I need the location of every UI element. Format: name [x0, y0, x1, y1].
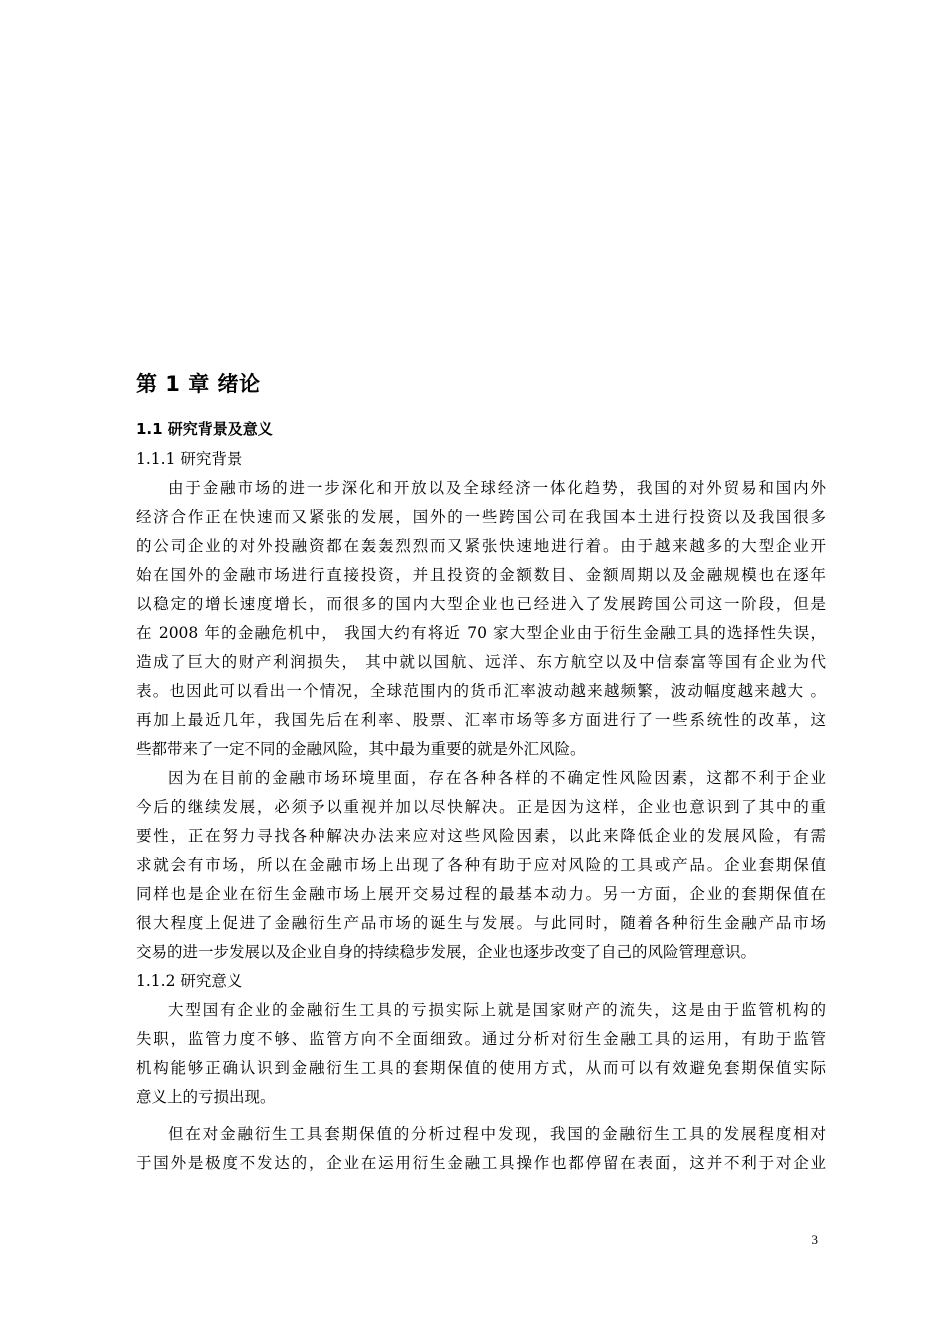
paragraph-line: 大型国有企业的金融衍生工具的亏损实际上就是国家财产的流失，这是由于监管机构的 [168, 1001, 826, 1019]
page-number: 3 [811, 1232, 818, 1247]
paragraph-line: 始在国外的金融市场进行直接投资，并且投资的金额数目、金额周期以及金融规模也在逐年 [136, 566, 826, 584]
paragraph-line: 表。也因此可以看出一个情况，全球范围内的货币汇率波动越来越频繁，波动幅度越来越大 。 [136, 682, 826, 700]
paragraph-line: 再加上最近几年，我国先后在利率、股票、汇率市场等多方面进行了一些系统性的改革，这 [136, 711, 826, 729]
paragraph-line: 些都带来了一定不同的金融风险，其中最为重要的就是外汇风险。 [136, 740, 586, 758]
paragraph-line: 在 2008 年的金融危机中， 我国大约有将近 70 家大型企业由于衍生金融工具的选择性失误， [136, 624, 826, 642]
paragraph-line: 因为在目前的金融市场环境里面，存在各种各样的不确定性风险因素，这都不利于企业 [168, 769, 826, 787]
paragraph-line: 于国外是极度不发达的，企业在运用衍生金融工具操作也都停留在表面，这并不利于对企业 [136, 1154, 826, 1172]
paragraph-line: 今后的继续发展，必须予以重视并加以尽快解决。正是因为这样，企业也意识到了其中的重 [136, 798, 826, 816]
subsection-title: 1.1.1 研究背景 [136, 450, 243, 468]
paragraph-line: 意义上的亏损出现。 [136, 1088, 276, 1106]
section-title: 1.1 研究背景及意义 [136, 420, 273, 438]
paragraph-line: 经济合作正在快速而又紧张的发展，国外的一些跨国公司在我国本土进行投资以及我国很多 [136, 508, 826, 526]
paragraph-line: 由于金融市场的进一步深化和开放以及全球经济一体化趋势，我国的对外贸易和国内外 [168, 479, 826, 497]
paragraph-line: 的公司企业的对外投融资都在轰轰烈烈而又紧张快速地进行着。由于越来越多的大型企业开 [136, 537, 826, 555]
paragraph-line: 但在对金融衍生工具套期保值的分析过程中发现，我国的金融衍生工具的发展程度相对 [168, 1125, 826, 1143]
subsection-title: 1.1.2 研究意义 [136, 972, 243, 990]
paragraph-line: 造成了巨大的财产利润损失， 其中就以国航、远洋、东方航空以及中信泰富等国有企业为代 [136, 653, 826, 671]
chapter-title: 第 1 章 绪论 [136, 372, 261, 396]
paragraph-line: 同样也是企业在衍生金融市场上展开交易过程的最基本动力。另一方面，企业的套期保值在 [136, 885, 826, 903]
paragraph-line: 交易的进一步发展以及企业自身的持续稳步发展，企业也逐步改变了自己的风险管理意识。 [136, 943, 757, 961]
paragraph-line: 求就会有市场，所以在金融市场上出现了各种有助于应对风险的工具或产品。企业套期保值 [136, 856, 826, 874]
paragraph-line: 要性，正在努力寻找各种解决办法来应对这些风险因素，以此来降低企业的发展风险，有需 [136, 827, 826, 845]
paragraph-line: 失职，监管力度不够、监管方向不全面细致。通过分析对衍生金融工具的运用，有助于监管 [136, 1030, 826, 1048]
paragraph-line: 以稳定的增长速度增长，而很多的国内大型企业也已经进入了发展跨国公司这一阶段，但是 [136, 595, 826, 613]
paragraph-line: 机构能够正确认识到金融衍生工具的套期保值的使用方式，从而可以有效避免套期保值实际 [136, 1059, 826, 1077]
paragraph-line: 很大程度上促进了金融衍生产品市场的诞生与发展。与此同时，随着各种衍生金融产品市场 [136, 914, 826, 932]
